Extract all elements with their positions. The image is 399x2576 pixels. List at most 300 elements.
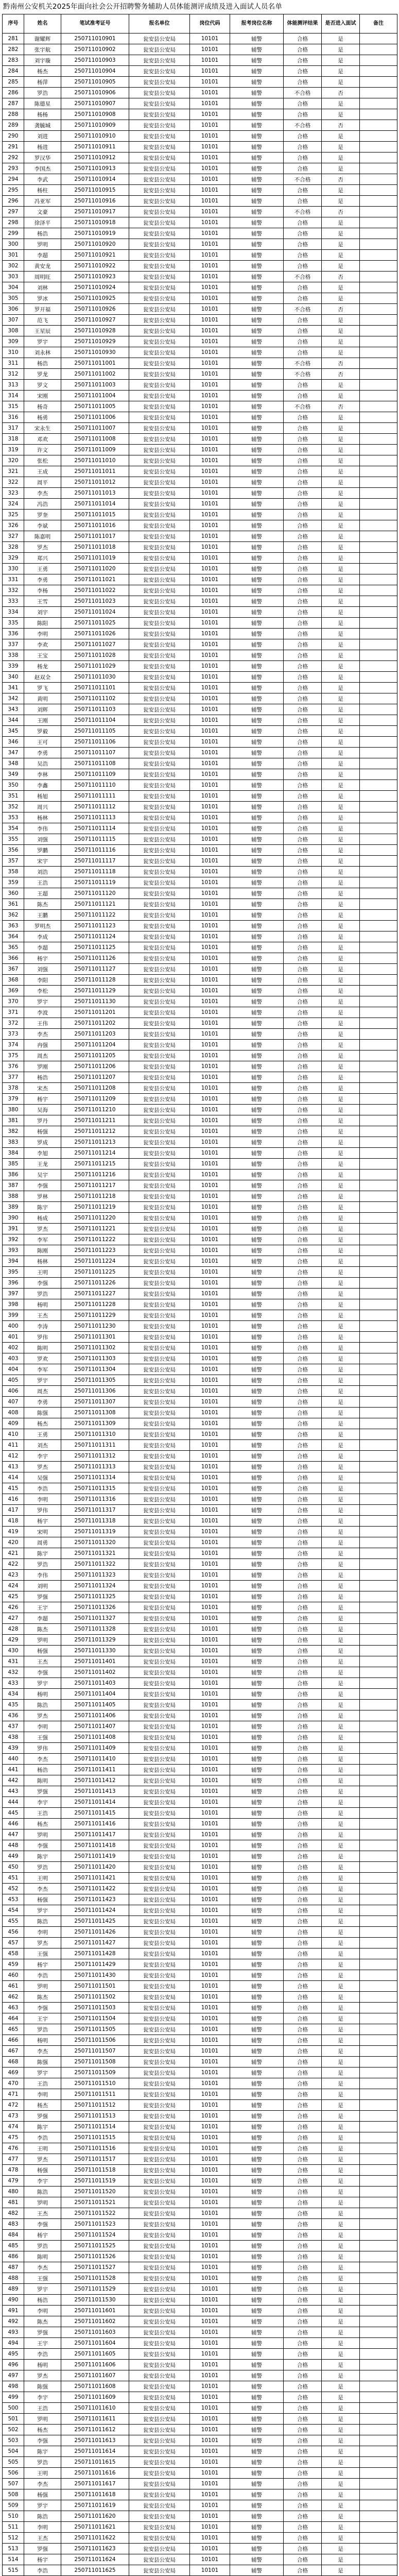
cell-post-name: 辅警: [230, 2165, 284, 2176]
table-row: [3, 2522, 397, 2533]
table-row: [3, 488, 397, 499]
table-row: [3, 1191, 397, 1202]
cell-index: 427: [3, 1613, 24, 1624]
cell-post-name: 辅警: [230, 1689, 284, 1700]
cell-fitness-result: 合格: [284, 2024, 322, 2035]
table-row: [3, 2435, 397, 2446]
cell-name: 杨杰: [24, 2100, 61, 2111]
cell-name: 杨勇: [24, 412, 61, 423]
cell-index: 415: [3, 1483, 24, 1494]
cell-unit: 瓮安县公安局: [129, 217, 190, 228]
table-row: [3, 520, 397, 531]
cell-post-name: 辅警: [230, 2143, 284, 2154]
table-row: [3, 163, 397, 174]
cell-unit: 瓮安县公安局: [129, 834, 190, 845]
cell-remark: [360, 1007, 397, 1018]
cell-index: 385: [3, 1159, 24, 1170]
cell-post-name: 辅警: [230, 1462, 284, 1472]
cell-unit: 瓮安县公安局: [129, 1462, 190, 1472]
cell-remark: [360, 1267, 397, 1278]
table-row: [3, 261, 397, 272]
table-row: [3, 564, 397, 574]
cell-index: 386: [3, 1170, 24, 1180]
cell-post-code: 10101: [190, 1602, 230, 1613]
cell-index: 341: [3, 683, 24, 693]
cell-fitness-result: 合格: [284, 607, 322, 618]
table-row: [3, 2154, 397, 2165]
cell-post-code: 10101: [190, 1765, 230, 1775]
table-row: [3, 2273, 397, 2284]
cell-name: 杨明: [24, 2360, 61, 2370]
cell-unit: 瓮安县公安局: [129, 1202, 190, 1213]
cell-unit: 瓮安县公安局: [129, 282, 190, 293]
table-row: [3, 1948, 397, 1959]
cell-unit: 瓮安县公安局: [129, 672, 190, 683]
cell-unit: 瓮安县公安局: [129, 293, 190, 304]
cell-index: 471: [3, 2089, 24, 2100]
cell-post-name: 辅警: [230, 1018, 284, 1029]
cell-fitness-result: 不合格: [284, 207, 322, 217]
cell-fitness-result: 合格: [284, 1472, 322, 1483]
cell-post-code: 10101: [190, 1613, 230, 1624]
cell-unit: 瓮安县公安局: [129, 780, 190, 791]
cell-interview: 是: [322, 2057, 360, 2067]
cell-post-code: 10101: [190, 1667, 230, 1678]
cell-index: 472: [3, 2100, 24, 2111]
cell-post-code: 10101: [190, 1083, 230, 1094]
cell-unit: 瓮安县公安局: [129, 2024, 190, 2035]
cell-interview: 是: [322, 1765, 360, 1775]
cell-unit: 瓮安县公安局: [129, 2479, 190, 2489]
cell-remark: [360, 1386, 397, 1397]
cell-remark: [360, 704, 397, 715]
cell-post-code: 10101: [190, 1332, 230, 1343]
table-row: [3, 2295, 397, 2306]
cell-name: 冉强: [24, 1040, 61, 1050]
table-row: [3, 1137, 397, 1148]
cell-name: 刘宇: [24, 607, 61, 618]
cell-index: 476: [3, 2143, 24, 2154]
table-row: [3, 834, 397, 845]
cell-interview: 是: [322, 1180, 360, 1191]
cell-name: 王浩: [24, 2403, 61, 2414]
cell-index: 508: [3, 2489, 24, 2500]
cell-unit: 瓮安县公安局: [129, 1851, 190, 1862]
cell-index: 506: [3, 2468, 24, 2479]
cell-exam-id: 250711011007: [61, 423, 129, 434]
cell-unit: 瓮安县公安局: [129, 553, 190, 564]
cell-post-name: 辅警: [230, 2024, 284, 2035]
cell-index: 419: [3, 1527, 24, 1537]
cell-exam-id: 250711011507: [61, 2046, 129, 2057]
table-row: [3, 1234, 397, 1245]
cell-interview: 是: [322, 423, 360, 434]
cell-remark: [360, 1527, 397, 1537]
cell-interview: 是: [322, 239, 360, 250]
table-row: [3, 1462, 397, 1472]
cell-exam-id: 250711011109: [61, 769, 129, 780]
table-row: [3, 1353, 397, 1364]
cell-unit: 瓮安县公安局: [129, 369, 190, 380]
cell-name: 王雪: [24, 596, 61, 607]
cell-remark: [360, 1408, 397, 1418]
cell-exam-id: 250711011418: [61, 1840, 129, 1851]
cell-exam-id: 250711010925: [61, 293, 129, 304]
cell-index: 343: [3, 704, 24, 715]
cell-remark: [360, 2511, 397, 2522]
cell-remark: [360, 2338, 397, 2349]
cell-post-name: 辅警: [230, 2284, 284, 2295]
cell-unit: 瓮安县公安局: [129, 1635, 190, 1646]
cell-post-name: 辅警: [230, 1094, 284, 1105]
cell-interview: 是: [322, 780, 360, 791]
cell-post-code: 10101: [190, 2479, 230, 2489]
cell-remark: [360, 1451, 397, 1462]
cell-name: 李浩: [24, 2349, 61, 2360]
cell-post-code: 10101: [190, 2154, 230, 2165]
table-row: [3, 2122, 397, 2132]
cell-fitness-result: 合格: [284, 726, 322, 737]
cell-index: 500: [3, 2403, 24, 2414]
table-row: [3, 2349, 397, 2360]
cell-post-code: 10101: [190, 1375, 230, 1386]
cell-unit: 瓮安县公安局: [129, 1559, 190, 1570]
cell-name: 李勇: [24, 574, 61, 585]
cell-interview: 是: [322, 282, 360, 293]
cell-interview: 是: [322, 2403, 360, 2414]
cell-post-name: 辅警: [230, 2197, 284, 2208]
cell-exam-id: 250711011202: [61, 1018, 129, 1029]
cell-unit: 瓮安县公安局: [129, 44, 190, 55]
cell-index: 421: [3, 1548, 24, 1559]
cell-fitness-result: 合格: [284, 1916, 322, 1927]
cell-remark: [360, 1916, 397, 1927]
cell-unit: 瓮安县公安局: [129, 2392, 190, 2403]
cell-unit: 瓮安县公安局: [129, 1040, 190, 1050]
cell-fitness-result: 合格: [284, 2403, 322, 2414]
cell-index: 290: [3, 131, 24, 142]
cell-post-code: 10101: [190, 1548, 230, 1559]
table-row: [3, 2370, 397, 2381]
cell-remark: [360, 2241, 397, 2251]
cell-interview: 是: [322, 1148, 360, 1159]
cell-post-name: 辅警: [230, 1797, 284, 1808]
cell-unit: 瓮安县公安局: [129, 564, 190, 574]
cell-exam-id: 250711011608: [61, 2381, 129, 2392]
cell-interview: 是: [322, 1310, 360, 1321]
cell-post-code: 10101: [190, 1451, 230, 1462]
cell-name: 刘辉: [24, 704, 61, 715]
cell-name: 罗浩: [24, 2241, 61, 2251]
cell-exam-id: 250711011024: [61, 607, 129, 618]
cell-exam-id: 250711011016: [61, 520, 129, 531]
cell-name: 李强: [24, 2219, 61, 2230]
cell-post-code: 10101: [190, 2327, 230, 2338]
cell-remark: [360, 250, 397, 261]
cell-index: 486: [3, 2251, 24, 2262]
cell-index: 477: [3, 2154, 24, 2165]
cell-unit: 瓮安县公安局: [129, 639, 190, 650]
cell-interview: 是: [322, 1840, 360, 1851]
cell-post-name: 辅警: [230, 1559, 284, 1570]
cell-exam-id: 250711011617: [61, 2479, 129, 2489]
table-row: [3, 304, 397, 315]
cell-post-code: 10101: [190, 629, 230, 639]
table-row: [3, 1829, 397, 1840]
cell-exam-id: 250711011310: [61, 1429, 129, 1440]
cell-post-name: 辅警: [230, 1256, 284, 1267]
cell-post-code: 10101: [190, 769, 230, 780]
cell-interview: 是: [322, 250, 360, 261]
cell-post-code: 10101: [190, 704, 230, 715]
cell-interview: 是: [322, 2013, 360, 2024]
cell-index: 422: [3, 1559, 24, 1570]
cell-post-code: 10101: [190, 899, 230, 910]
cell-index: 505: [3, 2457, 24, 2468]
cell-name: 罗林: [24, 1191, 61, 1202]
cell-unit: 瓮安县公安局: [129, 2500, 190, 2511]
cell-post-name: 辅警: [230, 1321, 284, 1332]
cell-fitness-result: 合格: [284, 520, 322, 531]
cell-interview: 是: [322, 1916, 360, 1927]
table-row: [3, 455, 397, 466]
cell-post-name: 辅警: [230, 1602, 284, 1613]
cell-post-code: 10101: [190, 672, 230, 683]
cell-interview: 是: [322, 2392, 360, 2403]
cell-exam-id: 250711010926: [61, 304, 129, 315]
cell-name: 陈杰: [24, 1624, 61, 1635]
cell-post-code: 10101: [190, 304, 230, 315]
cell-name: 文豪: [24, 207, 61, 217]
cell-interview: 是: [322, 152, 360, 163]
cell-remark: [360, 1126, 397, 1137]
cell-fitness-result: 合格: [284, 1743, 322, 1754]
cell-exam-id: 250711011426: [61, 1927, 129, 1938]
cell-post-code: 10101: [190, 217, 230, 228]
table-row: [3, 1905, 397, 1916]
cell-name: 罗浩: [24, 1862, 61, 1873]
cell-name: 罗杰: [24, 1710, 61, 1721]
cell-unit: 瓮安县公安局: [129, 2057, 190, 2067]
cell-name: 李明: [24, 1494, 61, 1505]
cell-remark: [360, 1429, 397, 1440]
cell-interview: 是: [322, 2446, 360, 2457]
cell-remark: [360, 1289, 397, 1299]
cell-exam-id: 250711011026: [61, 629, 129, 639]
cell-index: 382: [3, 1126, 24, 1137]
cell-fitness-result: 合格: [284, 661, 322, 672]
cell-fitness-result: 合格: [284, 2338, 322, 2349]
cell-post-name: 辅警: [230, 564, 284, 574]
cell-post-code: 10101: [190, 44, 230, 55]
cell-interview: 是: [322, 391, 360, 401]
table-row: [3, 380, 397, 391]
cell-post-name: 辅警: [230, 1364, 284, 1375]
cell-post-code: 10101: [190, 2251, 230, 2262]
cell-unit: 瓮安县公安局: [129, 953, 190, 964]
cell-index: 297: [3, 207, 24, 217]
cell-exam-id: 250711011508: [61, 2057, 129, 2067]
cell-interview: 是: [322, 812, 360, 823]
cell-interview: 是: [322, 2122, 360, 2132]
cell-post-code: 10101: [190, 174, 230, 185]
cell-remark: [360, 2284, 397, 2295]
cell-unit: 瓮安县公安局: [129, 445, 190, 455]
cell-fitness-result: 合格: [284, 1862, 322, 1873]
cell-unit: 瓮安县公安局: [129, 1429, 190, 1440]
cell-interview: 是: [322, 726, 360, 737]
cell-post-code: 10101: [190, 1959, 230, 1970]
cell-interview: 是: [322, 1678, 360, 1689]
cell-post-name: 辅警: [230, 2457, 284, 2468]
cell-remark: [360, 1667, 397, 1678]
cell-fitness-result: 合格: [284, 98, 322, 109]
cell-post-name: 辅警: [230, 1537, 284, 1548]
cell-name: 陈明: [24, 1343, 61, 1353]
table-row: [3, 207, 397, 217]
cell-unit: 瓮安县公安局: [129, 2468, 190, 2479]
cell-name: 李超: [24, 942, 61, 953]
cell-exam-id: 250711011203: [61, 1029, 129, 1040]
cell-post-code: 10101: [190, 2295, 230, 2306]
cell-name: 杨龙: [24, 661, 61, 672]
cell-exam-id: 250711011530: [61, 2295, 129, 2306]
cell-fitness-result: 合格: [284, 1710, 322, 1721]
cell-post-name: 辅警: [230, 542, 284, 553]
cell-exam-id: 250711011615: [61, 2457, 129, 2468]
cell-exam-id: 250711011201: [61, 1007, 129, 1018]
cell-exam-id: 250711011116: [61, 845, 129, 856]
cell-remark: [360, 986, 397, 996]
cell-index: 496: [3, 2360, 24, 2370]
cell-name: 李浩: [24, 2132, 61, 2143]
cell-interview: 是: [322, 2024, 360, 2035]
cell-interview: 是: [322, 1234, 360, 1245]
cell-fitness-result: 合格: [284, 1429, 322, 1440]
cell-fitness-result: 合格: [284, 1332, 322, 1343]
cell-remark: [360, 1905, 397, 1916]
cell-remark: [360, 228, 397, 239]
table-row: [3, 2111, 397, 2122]
cell-post-code: 10101: [190, 542, 230, 553]
cell-exam-id: 250711011020: [61, 564, 129, 574]
cell-remark: [360, 1559, 397, 1570]
cell-unit: 瓮安县公安局: [129, 1224, 190, 1234]
cell-remark: [360, 1829, 397, 1840]
cell-index: 298: [3, 217, 24, 228]
cell-index: 312: [3, 369, 24, 380]
cell-interview: 是: [322, 1191, 360, 1202]
cell-unit: 瓮安县公安局: [129, 2306, 190, 2316]
cell-fitness-result: 合格: [284, 2295, 322, 2306]
cell-unit: 瓮安县公安局: [129, 1678, 190, 1689]
cell-index: 394: [3, 1256, 24, 1267]
cell-unit: 瓮安县公安局: [129, 910, 190, 921]
cell-exam-id: 250711011318: [61, 1516, 129, 1527]
cell-post-name: 辅警: [230, 261, 284, 272]
cell-post-code: 10101: [190, 1927, 230, 1938]
cell-fitness-result: 合格: [284, 1137, 322, 1148]
cell-exam-id: 250711011106: [61, 737, 129, 748]
cell-post-name: 辅警: [230, 2554, 284, 2565]
table-row: [3, 1981, 397, 1992]
cell-post-code: 10101: [190, 1873, 230, 1884]
cell-remark: [360, 1137, 397, 1148]
cell-name: 陈明: [24, 1775, 61, 1786]
cell-index: 447: [3, 1829, 24, 1840]
cell-remark: [360, 596, 397, 607]
table-row: [3, 196, 397, 207]
cell-fitness-result: 合格: [284, 1245, 322, 1256]
table-row: [3, 1754, 397, 1765]
table-row: [3, 802, 397, 812]
cell-name: 李宇: [24, 1797, 61, 1808]
table-row: [3, 1202, 397, 1213]
cell-index: 350: [3, 780, 24, 791]
cell-post-name: 辅警: [230, 499, 284, 510]
cell-index: 301: [3, 250, 24, 261]
cell-name: 陈浩: [24, 2511, 61, 2522]
table-row: [3, 109, 397, 120]
cell-remark: [360, 2273, 397, 2284]
cell-unit: 瓮安县公安局: [129, 1797, 190, 1808]
cell-interview: 是: [322, 163, 360, 174]
cell-exam-id: 250711011624: [61, 2554, 129, 2565]
cell-index: 455: [3, 1916, 24, 1927]
cell-post-code: 10101: [190, 1775, 230, 1786]
cell-post-code: 10101: [190, 888, 230, 899]
table-body: [3, 33, 397, 2576]
cell-name: 李杰: [24, 2262, 61, 2273]
table-row: [3, 2360, 397, 2370]
cell-post-code: 10101: [190, 77, 230, 88]
cell-post-code: 10101: [190, 1591, 230, 1602]
cell-exam-id: 250711011428: [61, 1948, 129, 1959]
table-row: [3, 1765, 397, 1775]
cell-interview: 是: [322, 347, 360, 358]
cell-interview: 是: [322, 293, 360, 304]
cell-remark: [360, 33, 397, 44]
cell-exam-id: 250711011002: [61, 369, 129, 380]
table-row: [3, 672, 397, 683]
cell-fitness-result: 合格: [284, 1148, 322, 1159]
cell-post-name: 辅警: [230, 1375, 284, 1386]
cell-name: 吴浩: [24, 758, 61, 769]
cell-post-name: 辅警: [230, 1234, 284, 1245]
cell-exam-id: 250711011218: [61, 1191, 129, 1202]
cell-post-code: 10101: [190, 650, 230, 661]
cell-remark: [360, 2046, 397, 2057]
header-post-code: 岗位代码: [190, 14, 230, 33]
cell-interview: 否: [322, 174, 360, 185]
cell-index: 389: [3, 1202, 24, 1213]
cell-remark: [360, 1018, 397, 1029]
cell-index: 307: [3, 315, 24, 326]
cell-unit: 瓮安县公安局: [129, 531, 190, 542]
table-row: [3, 1602, 397, 1613]
cell-exam-id: 250711011605: [61, 2349, 129, 2360]
table-row: [3, 1570, 397, 1581]
cell-fitness-result: 合格: [284, 1537, 322, 1548]
header-remark: 备注: [360, 14, 397, 33]
cell-fitness-result: 合格: [284, 1624, 322, 1635]
cell-interview: 是: [322, 1040, 360, 1050]
cell-exam-id: 250711011421: [61, 1873, 129, 1884]
cell-post-code: 10101: [190, 585, 230, 596]
cell-exam-id: 250711011021: [61, 574, 129, 585]
cell-name: 李杰: [24, 1029, 61, 1040]
cell-interview: 是: [322, 618, 360, 629]
